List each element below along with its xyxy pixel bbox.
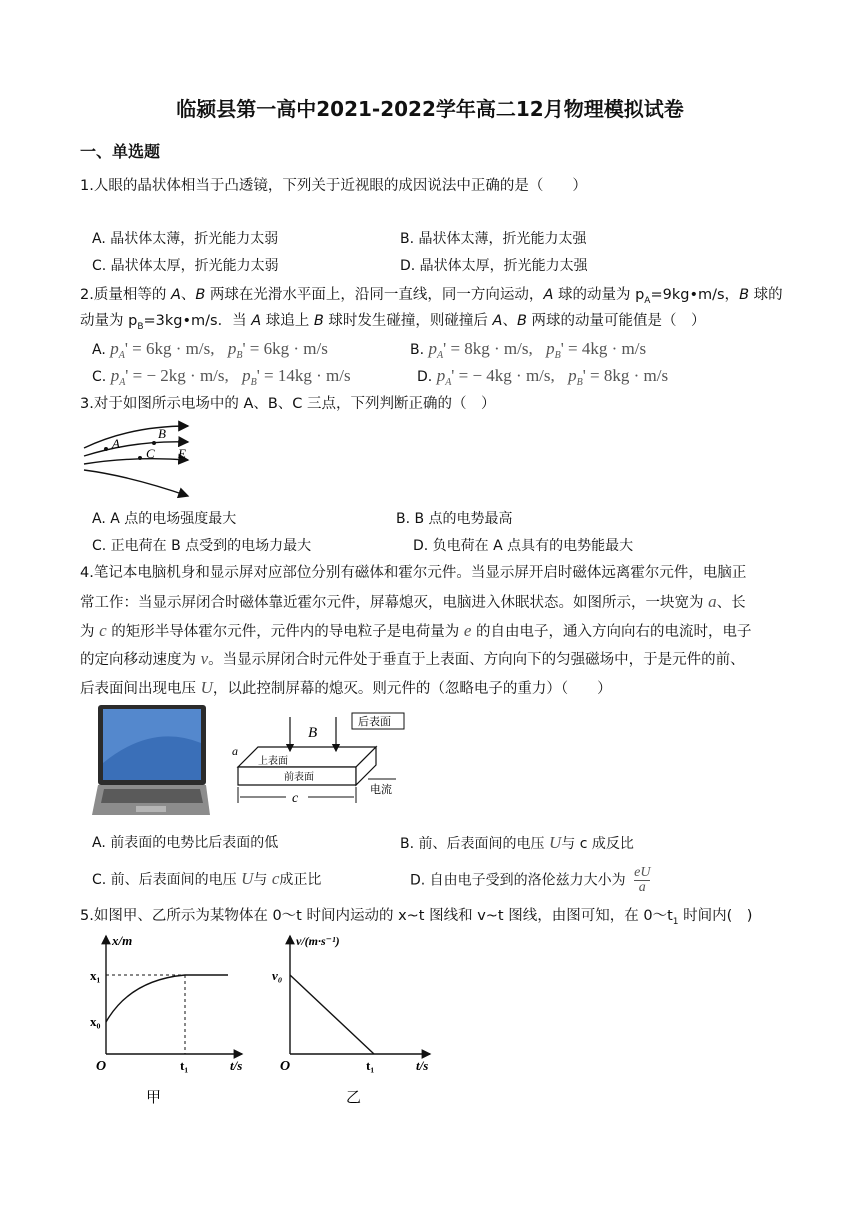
jia-origin: O [96, 1059, 107, 1074]
q4-line-4: 的定向移动速度为 v。当显示屏闭合时元件处于垂直于上表面、方向向下的匀强磁场中，于是元件的前、 [80, 649, 745, 668]
q1-option-d: D. 晶状体太厚，折光能力太强 [400, 258, 588, 274]
q1-option-b: B. 晶状体太薄，折光能力太强 [400, 231, 587, 247]
q4-option-a: A. 前表面的电势比后表面的低 [92, 835, 279, 851]
fraction-eu-over-a: $\frac{eU}{a}$ [634, 865, 651, 895]
jia-caption: 甲 [146, 1090, 162, 1106]
q3-option-b: B. B 点的电势最高 [396, 511, 513, 527]
q2-stem-line1: 2.质量相等的 A、B 两球在光滑水平面上，沿同一直线，同一方向运动，A 球的动量为 $p_A=9kg•m/s$，B 球的 [80, 287, 783, 306]
q3-option-d: D. 负电荷在 A 点具有的电势能最大 [413, 538, 634, 554]
q4-line-1: 4.笔记本电脑机身和显示屏对应部位分别有磁体和霍尔元件。当显示屏开启时磁体远离霍尔元件，电脑正 [80, 565, 747, 581]
section-heading: 一、单选题 [80, 142, 161, 161]
q4-option-c: C. 前、后表面间的电压 U与 c成正比 [92, 869, 322, 888]
q2-option-a: A. $p_A' = 6kg \cdot m/s$, $p_B' = 6kg \cdot m/s$ [92, 339, 328, 361]
jia-series-curve [106, 975, 228, 1022]
q4-line-3: 为 c 的矩形半导体霍尔元件，元件内的导电粒子是电荷量为 e 的自由电子，通入方向向右的电流时，电子 [80, 621, 752, 640]
yi-caption: 乙 [346, 1090, 362, 1106]
label-a: A [112, 436, 120, 451]
chart-yi [270, 930, 440, 1110]
jia-tick-x1: x₁ [90, 968, 101, 983]
jia-xlabel: t/s [230, 1058, 243, 1073]
yi-xlabel: t/s [416, 1058, 429, 1073]
q1-stem: 1.人眼的晶状体相当于凸透镜，下列关于近视眼的成因说法中正确的是（ ） [80, 178, 587, 194]
field-line-4 [84, 470, 188, 496]
q2-option-d: D. $p_A'$ = − 4kg · m/s, $p_B' = 8kg \cdot m/s$ [417, 366, 669, 388]
label-e: E [178, 446, 186, 461]
point-a [104, 447, 108, 451]
width-a-label: a [232, 744, 238, 758]
q2-option-c: C. $p_A'$ = − 2kg · m/s, $p_B' = 14kg \cdot m/s$ [92, 366, 351, 388]
front-surface-label: 前表面 [284, 772, 314, 783]
field-line-2 [84, 442, 188, 456]
top-surface-label: 上表面 [258, 756, 288, 767]
point-c [138, 456, 142, 460]
back-surface-label: 后表面 [358, 716, 391, 728]
page-title: 临颍县第一高中2021-2022学年高二12月物理模拟试卷 [176, 97, 684, 121]
yi-series-line [290, 975, 374, 1054]
b-field-label: B [308, 725, 318, 741]
jia-tick-t1: t₁ [180, 1058, 189, 1073]
yi-tick-t1: t₁ [366, 1058, 375, 1073]
q3-stem: 3.对于如图所示电场中的 A、B、C 三点，下列判断正确的（ ） [80, 396, 496, 412]
q4-option-d: D. 自由电子受到的洛伦兹力大小为 $\frac{eU}{a}$ [410, 865, 651, 895]
q4-line-2: 常工作：当显示屏闭合时磁体靠近霍尔元件，屏幕熄灭，电脑进入休眠状态。如图所示，一块宽为 a、长 [80, 592, 746, 611]
jia-tick-x0: x₀ [90, 1014, 101, 1029]
q3-option-a: A. A 点的电场强度最大 [92, 511, 237, 527]
q5-stem: 5.如图甲、乙所示为某物体在 0～t 时间内运动的 x~t 图线和 v~t 图线，由图可知，在 $0\sim t_1$ 时间内( ) [80, 908, 753, 927]
yi-origin: O [280, 1059, 291, 1074]
yi-tick-v0: v₀ [272, 968, 283, 983]
q1-option-a: A. 晶状体太薄，折光能力太弱 [92, 231, 279, 247]
q2-stem-line2: 动量为 $p_B=3kg•m/s$．当 A 球追上 B 球时发生碰撞，则碰撞后 A、B 两球的动量可能值是（ ） [80, 313, 706, 332]
q4-line-5: 后表面间出现电压 U，以此控制屏幕的熄灭。则元件的（忽略电子的重力）（ ） [80, 678, 612, 697]
q2-option-b: B. $p_A' = 8kg \cdot m/s$, $p_B' = 4kg \cdot m/s$ [410, 339, 647, 361]
laptop-image [92, 703, 210, 821]
electric-field-figure [80, 418, 200, 502]
hall-element-diagram [228, 707, 408, 807]
point-b [152, 441, 156, 445]
jia-ylabel: x/m [112, 933, 133, 948]
q4-option-b: B. 前、后表面间的电压 U与 c 成反比 [400, 833, 634, 852]
label-c: C [146, 446, 155, 461]
q3-option-c: C. 正电荷在 B 点受到的电场力最大 [92, 538, 312, 554]
label-b: B [158, 426, 166, 441]
q1-option-c: C. 晶状体太厚，折光能力太弱 [92, 258, 279, 274]
field-line-3 [84, 459, 188, 464]
current-label: 电流 [370, 784, 392, 796]
yi-ylabel: v/(m·s⁻¹) [296, 934, 340, 948]
chart-jia [90, 930, 250, 1110]
length-c-label: c [292, 791, 299, 806]
